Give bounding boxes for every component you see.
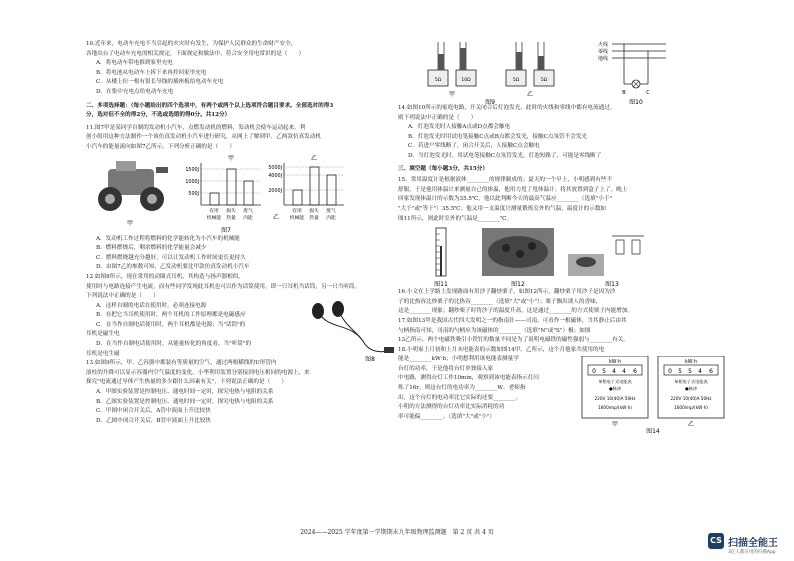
resistor-label: 5Ω: [540, 78, 548, 83]
fig7-jia-label: 甲: [126, 219, 134, 227]
q18-line: 烁了16r，则这台灯的电功率为________W。老师指: [398, 385, 526, 392]
meter-desc: ●脉冲: [608, 385, 622, 391]
live-wire-label: 火线: [598, 42, 609, 48]
meter-digit: 5: [688, 367, 692, 375]
cat-label: 内能: [243, 215, 253, 221]
q17-line: 17.如图13甲是我国古代四大发明之一的指南针——司南，可看作一根磁体，当其静止后由其: [398, 317, 627, 324]
yi-bar-useful: [293, 190, 302, 205]
figure-10: [598, 41, 666, 104]
resistor-label: 5Ω: [434, 78, 442, 83]
ground-wire-label: 地线: [598, 56, 609, 62]
cat-label: 废气: [243, 208, 253, 214]
meter-digit: 0: [592, 367, 596, 375]
figure-7-drawing: [86, 153, 416, 235]
left-column: [86, 40, 416, 426]
q16-line: 子的比热容比炒栗子的比热容________（选填"大"或"小"）；栗子飘出诱人的香味，: [398, 298, 602, 305]
energy-chart-yi: [268, 155, 344, 221]
figure-13-caption: 图13: [605, 281, 619, 289]
figure-9: [428, 42, 554, 104]
q11-option-d: D．由图7乙的参数可知，乙发动机要比甲款仿真发动机小汽车: [96, 264, 250, 271]
cat-label: 有用: [209, 208, 219, 214]
meter-desc: ●脉冲: [684, 385, 698, 391]
q11-option-c: C．燃料燃烧越充分越好，可以让发动机工作时间更长更持久: [96, 254, 246, 261]
earphones-image: [312, 301, 394, 353]
q18-line: 率可能偏________。（选填"大"或"小"）: [398, 413, 495, 420]
figure-7-caption: 图7: [221, 226, 231, 234]
question-18: [398, 346, 728, 434]
q18-line: 小明的方法测得的台灯功率比实际消耗的功: [398, 404, 505, 411]
neutral-wire-label: 零线: [598, 49, 609, 55]
q10-line: 各地出台了电动车充电的相关规定。下面规定和做法中，符合安全用电常识的是（ ）: [86, 50, 305, 57]
question-10: [86, 40, 416, 98]
q13-option-a: A．甲图实验装置是控制电压、通电时间一定时，探究电热与电阻的关系: [96, 389, 274, 396]
cat-label: 有用: [292, 208, 302, 214]
toy-car-image: [98, 161, 168, 211]
figure-14: [580, 356, 730, 434]
point-c: C: [646, 90, 650, 96]
q11-line: 11.图7甲是某同学自制的发动机小汽车，点燃发动机的燃料，发动机会使车运动起来。利: [86, 124, 306, 131]
yi-tick: 4000J: [268, 173, 282, 179]
figure-7: [86, 153, 416, 235]
question-14: [398, 104, 728, 162]
q18-line: 能是________kW·h；小明想利用该电能表测量学: [398, 356, 519, 363]
cat-label: 损失: [309, 208, 319, 214]
page-footer: 2024——2025 学年度第一学期期末九年级物理监测题 第 2 页 共 4 页: [300, 529, 494, 536]
meter-desc: 单相电子式电能表: [674, 378, 708, 384]
q12-option-d-cont: 耳机是电生磁: [86, 350, 120, 357]
jia-bar-heat-loss: [227, 169, 236, 205]
yi-bar-heat-loss: [310, 167, 319, 205]
q16-line: 这是________现象；翻炒栗子时将沙子的温度升高，这是通过________的方式使栗子内能增加。: [398, 308, 633, 315]
q12-option-b: B．在把它当耳机使用时，两个耳机的工作原理都是电磁感应: [96, 312, 246, 319]
q18-line: 台灯的功率，于是他将台灯单独接入家: [398, 365, 494, 372]
q14-option-b: B．灯泡发光时用试电笔接触C点或B点都会发光，接触C点氖管不会发光: [408, 133, 588, 140]
q10-option-c: C．从楼上拉一根有很长导线的插座板给电动车充电: [96, 79, 224, 86]
q13-option-c: C．甲图中闭合开关后，A管中液面上升比较快: [96, 408, 211, 415]
figures-11-13: [398, 224, 728, 288]
question-16: [398, 288, 728, 317]
yi-tick: 5000J: [268, 165, 282, 171]
cat-label: 内能: [326, 215, 336, 221]
meter-digit: 6: [633, 367, 637, 375]
meter-yi: [658, 356, 724, 428]
q15-line: 图11所示，则此时室外的气温是________℃。: [398, 215, 513, 222]
energy-chart-jia: [185, 154, 261, 221]
q14-option-c: C．若进户零线断了，闭合开关后，人接触C点会触电: [408, 143, 540, 150]
q11-line: 小汽车的能量流向如图7乙所示。下列分析正确的是（ ）: [86, 143, 235, 150]
q10-line: 10.近年来，电动车充电不当引起的火灾时有发生，为保护人民群众的生命财产安全，: [86, 41, 297, 47]
figure-9-caption: 图9: [485, 99, 495, 104]
yi-tick: 2000J: [268, 188, 282, 194]
q15-line: 回家发现体温计的示数为35.5℃，他以此判断今天的最高气温应________（选填"小于": [398, 196, 613, 203]
q14-line: 14.如图10所示的家庭电路，开关闭合后灯泡发光，此时的火线和零线中都有电流通过。: [398, 105, 616, 111]
question-12: [86, 273, 416, 363]
q13-line: 探究"电流通过导体产生热量的多少跟什么因素有关"，下列说法正确的是（ ）: [86, 379, 287, 386]
figure-12-caption: 图12: [511, 281, 525, 289]
meter-unit: kW·h: [608, 359, 622, 365]
q12-line: 下列说法中正确的是（ ）: [86, 293, 159, 300]
chart-jia-title: 甲: [227, 154, 235, 162]
q17-line: 勺柄指南可知，司南的勺柄应为该磁体的________（选填"N"或"S"）极；如图: [398, 327, 591, 334]
figure-11-caption: 图11: [434, 281, 448, 289]
question-13: [86, 359, 416, 426]
jia-tick: 1000J: [185, 179, 199, 185]
q13-option-b: B．乙图实验装置是控制电压、通电时间一定时，探究电热与电阻的关系: [96, 398, 274, 405]
figure-14-caption: 图14: [646, 427, 660, 434]
camscanner-logo-icon: CS: [708, 533, 724, 549]
fig9-jia-label: 甲: [448, 91, 456, 98]
meter-digit: 5: [678, 367, 682, 375]
meter-yi-label: 乙: [687, 420, 695, 428]
question-11: [86, 124, 416, 153]
q11-option-b: B．燃料燃烧后，剩余燃料的化学能量会减少: [96, 245, 207, 252]
meter-desc: 220V 10(40)A 50Hz: [594, 395, 636, 401]
point-b: B: [622, 90, 626, 96]
q12-option-c-cont: 耳机是磁生电: [86, 331, 120, 338]
figure-12: [482, 228, 554, 288]
figure-9-10-drawing: [398, 34, 728, 104]
resistor-label: 5Ω: [512, 78, 520, 83]
figure-8: [308, 301, 398, 363]
q15-line: 15．常用温度计是根据液体________的规律制成的；夏天的一个早上，小明感到有些不: [398, 177, 613, 184]
meter-digit: 5: [602, 367, 606, 375]
q11-options: [86, 235, 416, 273]
q15-line: "大于"或"等于"）35.5℃；他又用一支温度计测量锻炼室外的气温，温度计的示数如: [398, 205, 607, 212]
cat-label: 废气: [326, 208, 336, 214]
figure-11: [434, 228, 448, 288]
q17-line: 13乙所示，两个电磁铁吸引小铁钉的数量不同是为了说明电磁铁的磁性强弱与________有关。: [398, 337, 629, 344]
brand-tagline: 3亿人都在用的扫描App: [728, 550, 776, 555]
meter-digit: 4: [698, 367, 702, 375]
q10-option-b: B．将电池从电动车上拆下来再拎回家里充电: [96, 69, 207, 76]
q14-option-d: D．当灯泡发光时，用试电笔接触C点氖管发光，灯泡短路了，可能是零线断了: [408, 152, 602, 159]
cat-label: 机械能: [289, 215, 305, 221]
section-3-heading: 三、填空题（每小题3分，共15分）: [398, 165, 488, 172]
q18-line: 中电路，测得台灯工作10min，观察到该电能表指示灯闪: [398, 375, 539, 382]
figures-9-10: [398, 34, 728, 104]
q12-line: 12.如图8所示，现在常用的动圈式耳机，其构造与扬声器相似。: [86, 273, 244, 280]
yi-bar-exhaust: [327, 175, 336, 205]
meter-digit: 4: [612, 367, 616, 375]
q12-option-a: A．这样自制的电话在使用时，必须连接电源: [96, 302, 207, 309]
cat-label: 损失: [226, 208, 236, 214]
q12-option-d: D．在当作自制电话使用时，从能量转化的角度看，当"听筒"的: [96, 341, 252, 348]
meter-desc: 220V 10(40)A 50Hz: [670, 395, 712, 401]
scanner-watermark: [708, 533, 794, 559]
q15-line: 舒服，于是他用体温计来测量自己的体温，他用力甩了甩体温计；将其放置到盒子上了。晚上: [398, 186, 628, 193]
q12-line: 使用时与电路连接产生电流，而有些同学发现此耳机也可以作为话筒使用，即一只耳机当话筒，另一只当听筒。: [86, 283, 361, 290]
meter-desc: 1600imp/(kW·h): [598, 404, 632, 410]
cat-label: 热量: [226, 215, 236, 221]
section-2-heading: 二、多项选择题：（每小题给出的四个选项中，有两个或两个以上选项符合题目要求。全部选对的得3: [86, 102, 334, 109]
meter-jia-label: 甲: [611, 420, 619, 428]
q12-option-c: C．在当作自制电话使用时，两个耳机都是电源；当"话筒"的: [96, 321, 246, 328]
figure-8-caption: 图8: [365, 355, 375, 363]
resistor-label: 10Ω: [461, 78, 471, 83]
question-17: [398, 317, 728, 346]
cat-label: 机械能: [206, 215, 222, 221]
jia-tick: 1500J: [185, 167, 199, 173]
brand-name: 扫描全能王: [728, 538, 778, 549]
meter-desc: 1600imp/(kW·h): [674, 404, 708, 410]
q11-line: 创小组用这种方法制作一个该仿真发动机小汽车进行研究，从网上了解到甲、乙两款仿真发动机: [86, 134, 321, 141]
q10-option-d: D．在集中充电点给电动车充电: [96, 88, 174, 95]
meter-unit: kW·h: [684, 359, 698, 365]
q18-line: 出，这个台灯的电功率比它实际的还要________。: [398, 394, 522, 401]
q10-option-a: A．将电动车带电推到家里充电: [96, 60, 173, 67]
q11-option-a: A．发动机工作过程将燃料的化学能转化为小汽车的机械能: [96, 235, 240, 242]
meter-digit: 6: [709, 367, 713, 375]
q18-line: 18.小明家上月初和上月末电能表的示数如图14甲、乙所示，这个月他家共使用的电: [398, 346, 605, 353]
figure-10-caption: 图10: [629, 99, 643, 104]
figure-13: [568, 236, 644, 288]
right-column: [398, 34, 728, 434]
meter-jia: [582, 356, 648, 428]
meter-digit: 0: [668, 367, 672, 375]
meter-digit: 4: [622, 367, 626, 375]
fig7-yi-label: 乙: [272, 213, 280, 221]
meter-desc: 单相电子式电能表: [598, 378, 632, 384]
figure-11-13-drawing: [398, 224, 728, 288]
chart-yi-title: 乙: [310, 154, 318, 162]
q13-option-d: D．乙图中闭合开关后，B管中液面上升比较快: [96, 417, 211, 424]
q16-line: 16.小文在上学路上发现路面有用沙子翻炒栗子，如图12所示，翻炒栗子用沙子是因为沙: [398, 289, 616, 296]
fig9-yi-label: 乙: [526, 91, 534, 98]
q13-line: 液柱的升降可以显示容器内空气温度的变化，小华利用装置分别接到电压相同的电源上，来: [86, 369, 310, 376]
jia-tick: 500J: [188, 191, 199, 197]
question-15: [398, 176, 728, 224]
jia-bar-exhaust: [244, 181, 253, 205]
section-2-heading-cont: 分，选对但不全的得2分，不选或选错的得0分。共12分）: [86, 112, 231, 119]
q14-line: 则下列说法中正确的是（ ）: [398, 114, 477, 121]
q14-option-a: A．灯泡发光时人接触A点或D点都会触电: [408, 124, 511, 131]
cat-label: 热量: [309, 215, 319, 221]
q13-line: 13.如图9所示，甲、乙容器中都装有等质量的空气，通过两根横线的U形管内: [86, 360, 277, 367]
jia-bar-useful: [210, 193, 219, 205]
